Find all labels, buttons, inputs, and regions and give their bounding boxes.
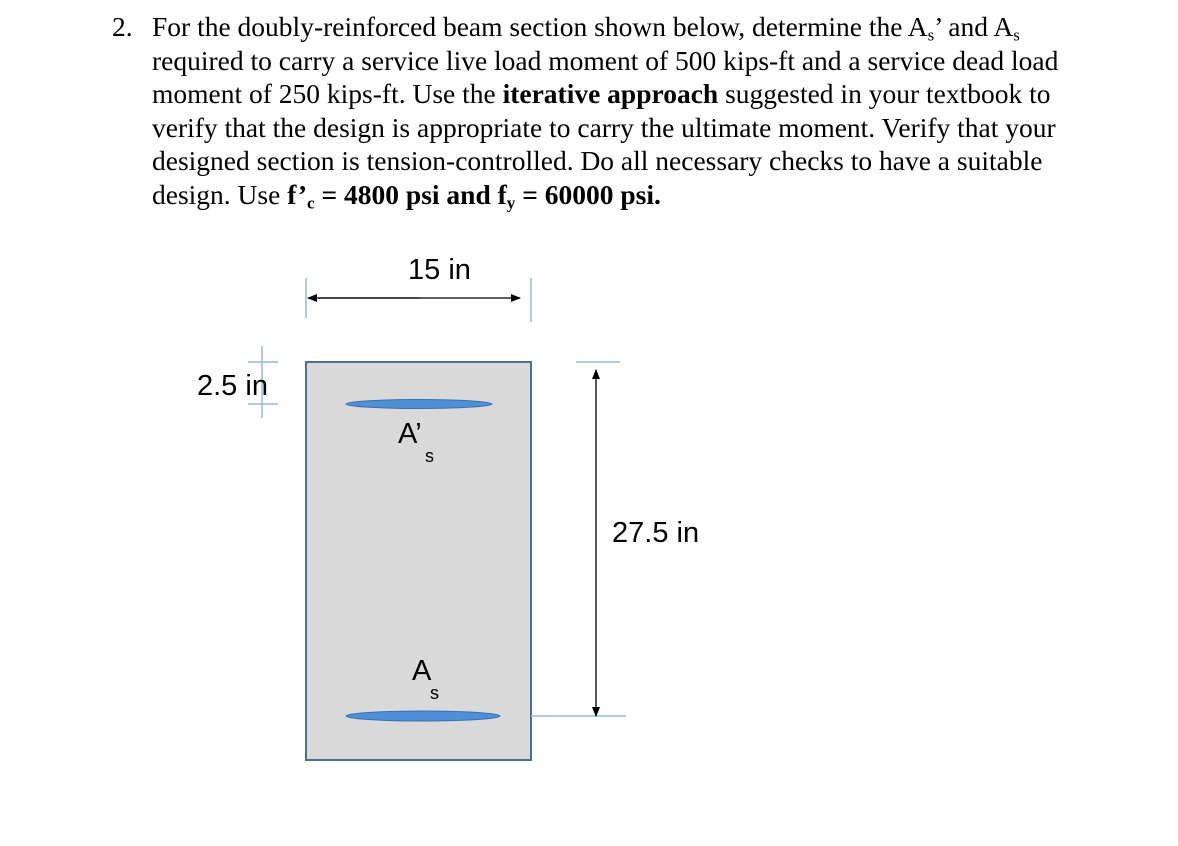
iterative-approach-emphasis: iterative approach bbox=[502, 78, 719, 110]
problem-line-3: moment of 250 kips-ft. Use the iterative approach suggested in your textbook to bbox=[152, 78, 1051, 110]
problem-line-1: For the doubly-reinforced beam section shown below, determine the $A_s$’ and $A_s$ bbox=[152, 11, 1020, 45]
problem-line-5: designed section is tension-controlled. Do all necessary checks to have a suitable bbox=[152, 145, 1043, 177]
cover-label: 2.5 in bbox=[197, 370, 268, 402]
bottom-steel-subscript: s bbox=[430, 683, 439, 703]
problem-number: 2. bbox=[112, 11, 133, 42]
top-steel-subscript: s bbox=[425, 446, 434, 466]
problem-line-4: verify that the design is appropriate to carry the ultimate moment. Verify that your bbox=[152, 111, 1056, 143]
problem-line-2: required to carry a service live load moment of 500 kips-ft and a service dead load bbox=[152, 44, 1059, 76]
depth-label: 27.5 in bbox=[612, 517, 700, 549]
top-steel-label: A’ bbox=[398, 418, 422, 450]
top-steel-bar bbox=[346, 400, 492, 409]
bottom-steel-bar bbox=[346, 711, 500, 721]
problem-line-6: design. Use $f’_c = 4800$ psi and $f_y = 60000$ psi. bbox=[152, 179, 661, 213]
width-label: 15 in bbox=[408, 254, 471, 286]
bottom-steel-label: A bbox=[412, 655, 432, 687]
